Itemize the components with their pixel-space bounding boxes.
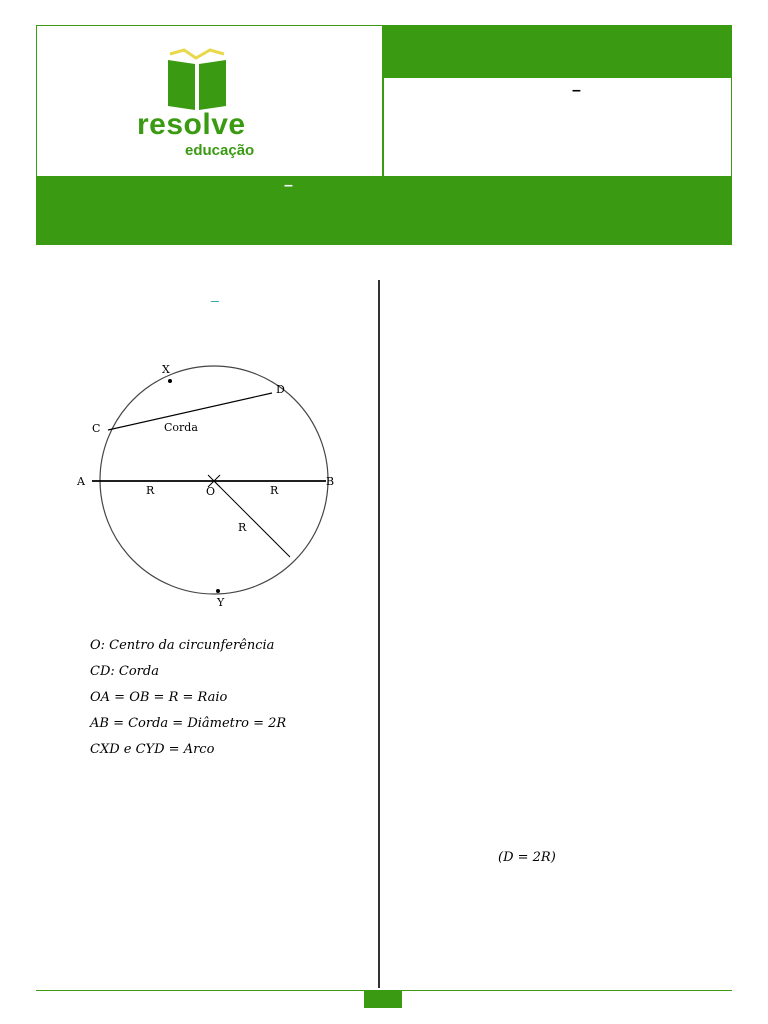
label-y: Y [217, 596, 225, 609]
title-dash: – [572, 82, 581, 99]
label-r-right: R [270, 484, 279, 497]
circle-outline [100, 366, 328, 594]
label-x: X [162, 363, 170, 376]
label-o: O [206, 485, 216, 498]
logo-subtitle: educação [185, 142, 255, 159]
label-b: B [326, 475, 335, 488]
definition-arc: CXD e CYD = Arco [90, 742, 215, 757]
header-bottom-band [36, 177, 732, 245]
point-y-dot [216, 589, 220, 593]
label-chord: Corda [164, 421, 198, 434]
definition-radius: OA = OB = R = Raio [90, 690, 228, 705]
point-x-dot [168, 379, 172, 383]
column-divider [378, 280, 380, 988]
circle-diagram [72, 355, 352, 615]
logo-box [36, 25, 383, 177]
definitions-list [90, 633, 286, 763]
small-mark: _ [211, 286, 219, 302]
label-r-diag: R [238, 521, 247, 534]
book-logo-icon [166, 48, 228, 112]
radius-line [214, 481, 290, 557]
diameter-formula: (D = 2R) [498, 850, 556, 865]
definition-diameter: AB = Corda = Diâmetro = 2R [90, 716, 287, 731]
logo-wordmark: resolve [137, 108, 246, 141]
definition-center: O: Centro da circunferência [90, 638, 275, 653]
label-d: D [276, 383, 285, 396]
band-dash: – [284, 177, 293, 194]
page-header [36, 25, 732, 245]
label-c: C [92, 422, 101, 435]
page-number-tab [364, 990, 402, 1008]
title-box [383, 78, 732, 177]
definition-chord: CD: Corda [90, 664, 159, 679]
label-a: A [77, 475, 85, 488]
label-r-left: R [146, 484, 155, 497]
title-band [383, 25, 732, 78]
